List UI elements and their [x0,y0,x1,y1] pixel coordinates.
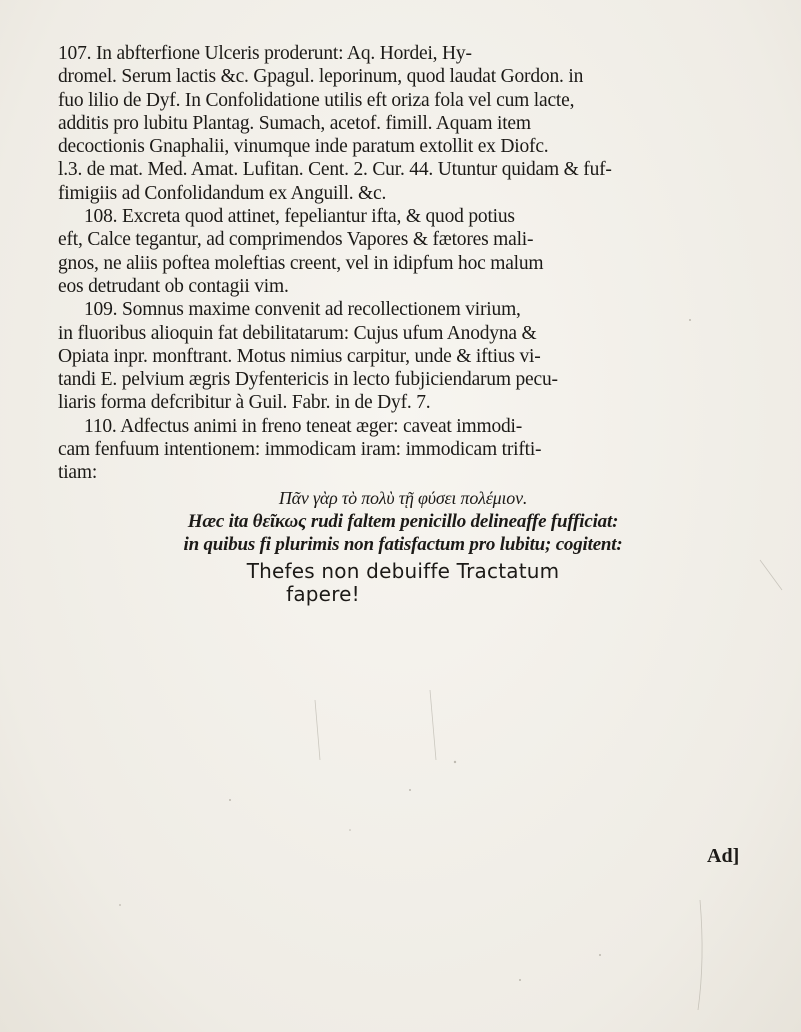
text-line: Opiata inpr. monftrant. Motus nimius carpitur, unde & iftius vi- [58,345,541,367]
catchword: Ad] [707,845,740,867]
closing-line-2: fapere! [286,582,360,606]
text-line: dromel. Serum lactis &c. Gpagul. leporinum, quod laudat Gordon. in [58,66,584,88]
text-line: fimigiis ad Confolidandum ex Anguill. &c. [58,182,387,204]
greek-quote: Πᾶν γὰρ τὸ πολὺ τῇ φύσει πολέμιον. [278,487,528,508]
closing-line-1: Thefes non debuiffe Tractatum [246,559,560,583]
body-text [58,42,748,606]
text-line: in fluoribus alioquin fat debilitatarum: Cujus ufum Anodyna & [58,322,537,344]
italic-line-2: in quibus fi plurimis non fatisfactum pro lubitu; cogitent: [183,534,623,556]
text-line: decoctionis Gnaphalii, vinumque inde paratum extollit ex Diofc. [58,136,549,158]
text-line: liaris forma defcribitur à Guil. Fabr. in de Dyf. 7. [58,392,431,414]
text-line: eft, Calce tegantur, ad comprimendos Vapores & fætores mali- [58,229,534,251]
text-line: 109. Somnus maxime convenit ad recollectionem virium, [84,299,521,321]
text-line: eos detrudant ob contagii vim. [58,275,289,297]
italic-line-1: Hæc ita θεῖκως rudi faltem penicillo delineaffe fufficiat: [187,510,619,532]
text-line: 108. Excreta quod attinet, fepeliantur ifta, & quod potius [84,206,515,228]
text-line: tandi E. pelvium ægris Dyfentericis in lecto fubjiciendarum pecu- [58,369,558,391]
text-line: additis pro lubitu Plantag. Sumach, acetof. fimill. Aquam item [58,112,531,134]
text-line: tiam: [58,462,98,484]
text-line: 107. In abfterfione Ulceris proderunt: Aq. Hordei, Hy- [58,43,472,64]
text-line: cam fenfuum intentionem: immodicam iram: immodicam trifti- [58,439,542,461]
text-line: 110. Adfectus animi in freno teneat æger: caveat immodi- [84,415,523,437]
text-line: fuo lilio de Dyf. In Confolidatione utilis eft oriza fola vel cum lacte, [58,89,575,111]
text-line: l.3. de mat. Med. Amat. Lufitan. Cent. 2. Cur. 44. Utuntur quidam & fuf- [58,159,612,181]
text-line: gnos, ne aliis poftea moleftias creent, vel in idipfum hoc malum [58,252,544,274]
